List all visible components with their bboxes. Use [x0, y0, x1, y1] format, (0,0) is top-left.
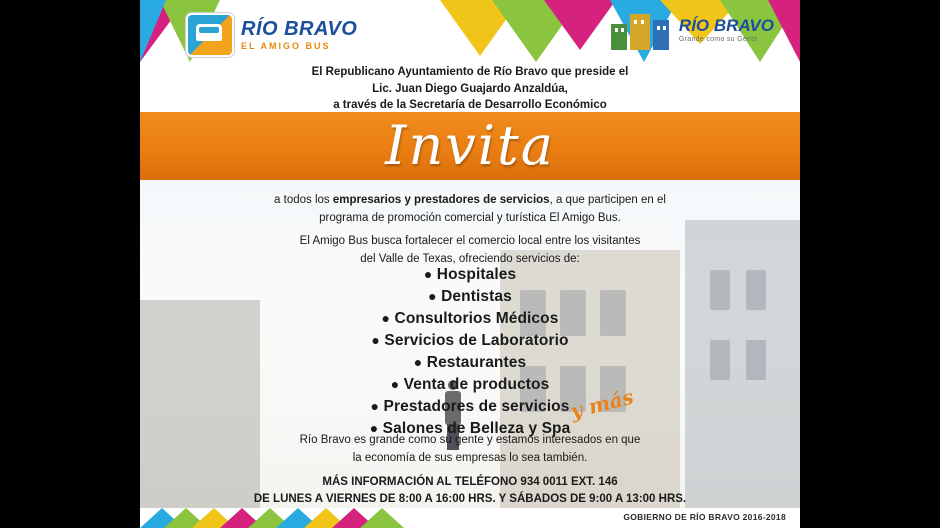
municipality-logo	[611, 10, 774, 50]
paragraph-2-line-2: del Valle de Texas, ofreciendo servicios de:	[360, 252, 580, 265]
list-item	[140, 374, 800, 396]
triangle-shape	[544, 0, 616, 50]
intro-line-3: a través de la Secretaría de Desarrollo Económico	[333, 99, 607, 112]
contact-hours-line: DE LUNES A VIERNES DE 8:00 A 16:00 HRS. Y SÁBADOS DE 9:00 A 13:00 HRS.	[253, 492, 687, 505]
invita-banner	[140, 112, 800, 180]
service-label: Hospitales	[436, 266, 517, 283]
invita-word: Invita	[385, 114, 555, 177]
window-shape	[634, 20, 637, 24]
contact-block	[140, 474, 800, 507]
paragraph-1-line-2: programa de promoción comercial y turística El Amigo Bus.	[319, 211, 621, 224]
service-label: Venta de productos	[403, 376, 550, 393]
paragraph-3-line-1: Río Bravo es grande como su gente y estamos interesados en que	[299, 434, 641, 446]
bullet-icon: ●	[413, 354, 423, 370]
window-shape	[657, 26, 660, 30]
list-item	[140, 308, 800, 330]
window-shape	[663, 26, 666, 30]
poster	[140, 0, 800, 528]
paragraph-3	[140, 432, 800, 468]
triangle-shape	[140, 0, 166, 62]
building-shape	[611, 24, 627, 50]
y-mas-annotation: y más	[568, 384, 636, 424]
municipality-logo-name: RÍO BRAVO	[678, 16, 774, 35]
window-shape	[621, 28, 624, 32]
amigo-bus-logo-name: RÍO BRAVO	[241, 18, 358, 40]
footer-text: GOBIERNO DE RÍO BRAVO 2016-2018	[623, 512, 786, 522]
paragraph-2-line-1: El Amigo Bus busca fortalecer el comercio local entre los visitantes	[299, 235, 641, 247]
city-buildings-icon	[611, 10, 671, 50]
list-item	[140, 396, 800, 418]
window-shape	[615, 28, 618, 32]
paragraph-1-line-1	[140, 192, 800, 210]
amigo-bus-logo	[186, 12, 416, 58]
list-item	[140, 352, 800, 374]
list-item	[140, 286, 800, 308]
service-label: Servicios de Laboratorio	[384, 332, 569, 349]
service-label: Prestadores de servicios	[383, 398, 570, 415]
bullet-icon: ●	[390, 376, 400, 392]
service-label: Consultorios Médicos	[394, 310, 559, 327]
municipality-logo-text	[679, 17, 774, 43]
bullet-icon: ●	[381, 310, 391, 326]
building-shape	[630, 14, 650, 50]
window-shape	[641, 20, 644, 24]
triangle-shape	[360, 508, 404, 528]
intro-line-2: Lic. Juan Diego Guajardo Anzaldúa,	[372, 82, 568, 95]
services-list	[140, 264, 800, 440]
intro-block	[140, 64, 800, 114]
list-item	[140, 264, 800, 286]
bus-icon	[196, 24, 222, 41]
amigo-bus-logo-tagline: EL AMIGO BUS	[241, 41, 331, 51]
contact-phone-line: MÁS INFORMACIÓN AL TELÉFONO 934 0011 EXT. 146	[322, 476, 618, 488]
paragraph-1-pre: a todos los	[274, 194, 333, 206]
paragraph-1	[140, 192, 800, 228]
service-label: Dentistas	[441, 288, 512, 305]
municipality-logo-tagline: Grande como su Gente	[678, 36, 758, 43]
intro-line-1: El Republicano Ayuntamiento de Río Bravo que preside el	[311, 66, 629, 78]
service-label: Salones de Belleza y Spa	[382, 420, 571, 437]
service-label: Restaurantes	[426, 354, 527, 371]
list-item	[140, 330, 800, 352]
amigo-bus-logo-text	[241, 19, 357, 51]
bullet-icon: ●	[423, 266, 433, 282]
bullet-icon: ●	[369, 420, 379, 436]
paragraph-1-post: , a que participen en el	[549, 194, 666, 206]
bullet-icon: ●	[370, 398, 380, 414]
bus-badge-icon	[186, 13, 234, 57]
poster-footer	[140, 508, 800, 528]
bullet-icon: ●	[428, 288, 437, 304]
paragraph-1-bold: empresarios y prestadores de servicios	[332, 194, 550, 206]
bullet-icon: ●	[371, 332, 380, 348]
paragraph-3-line-2: la economía de sus empresas lo sea también.	[352, 451, 588, 464]
building-shape	[653, 20, 669, 50]
